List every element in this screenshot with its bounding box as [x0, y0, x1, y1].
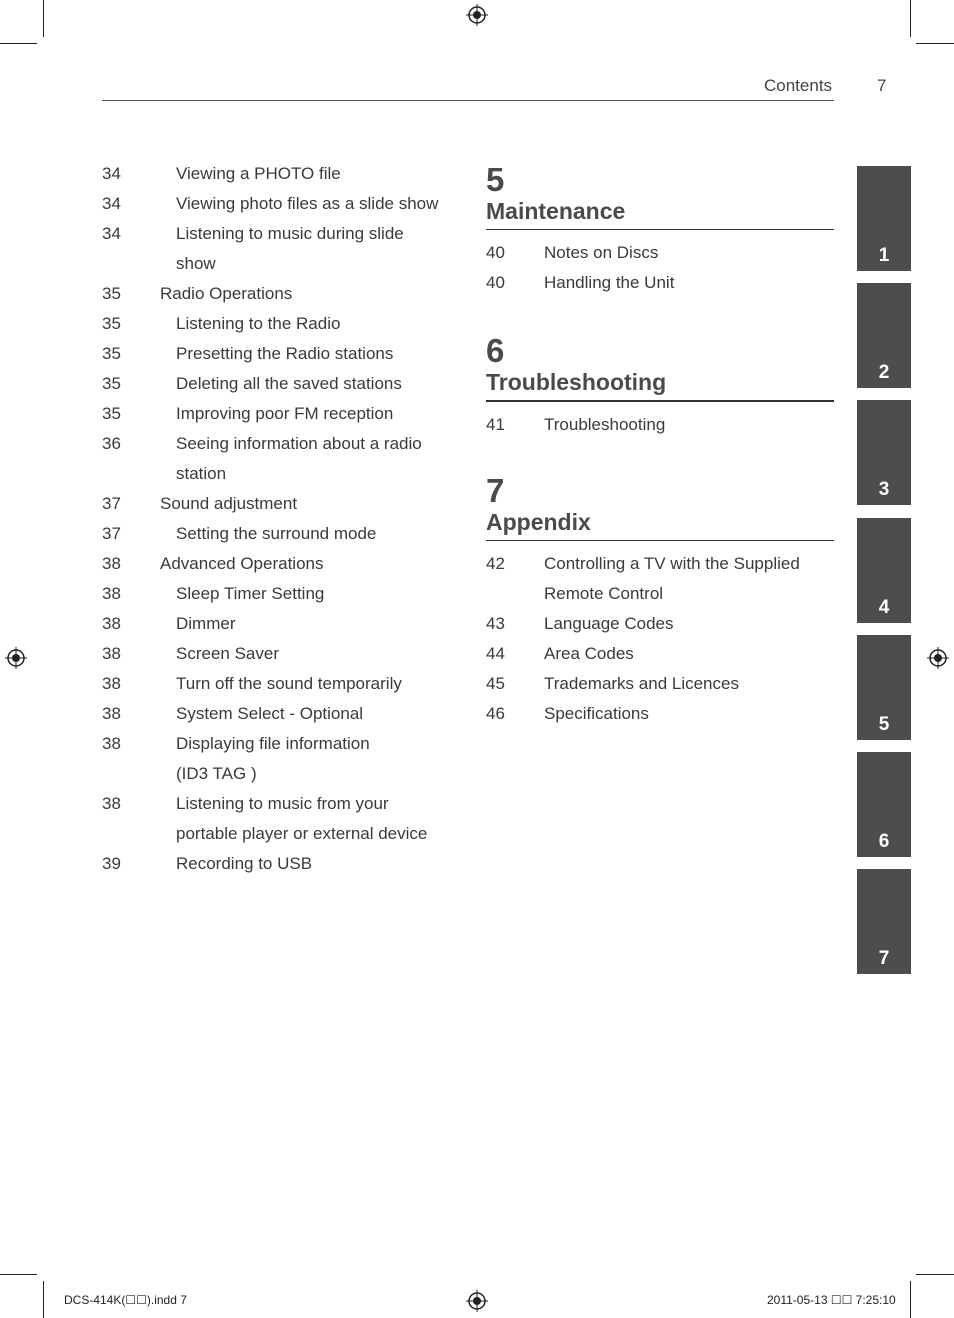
- section-entries: [486, 549, 834, 729]
- toc-page-number: 36: [102, 434, 121, 453]
- toc-entry-title: Radio Operations: [160, 284, 293, 303]
- chapter-tab-label: 3: [878, 479, 890, 500]
- toc-page-number: 35: [102, 314, 121, 333]
- crop-mark: [43, 1281, 44, 1318]
- toc-entry[interactable]: [102, 609, 452, 639]
- crop-mark: [910, 1281, 911, 1318]
- toc-entry[interactable]: [102, 789, 452, 819]
- toc-entry-title: station: [176, 464, 227, 483]
- chapter-tab-7[interactable]: [857, 869, 911, 974]
- toc-page-number: 38: [102, 734, 121, 753]
- toc-section-5: [486, 161, 834, 298]
- toc-entry[interactable]: [486, 639, 834, 669]
- registration-mark-icon: [5, 647, 27, 669]
- toc-entry-title: Sleep Timer Setting: [176, 584, 325, 603]
- toc-entry[interactable]: [102, 279, 452, 309]
- toc-entry[interactable]: [102, 369, 452, 399]
- toc-page-number: 41: [486, 415, 505, 434]
- crop-mark: [916, 43, 954, 44]
- toc-entry-title: Troubleshooting: [544, 415, 666, 434]
- toc-entry-title: System Select - Optional: [176, 704, 364, 723]
- toc-entry-title: Notes on Discs: [544, 243, 659, 262]
- toc-entry-title: Viewing photo files as a slide show: [176, 194, 439, 213]
- toc-entry[interactable]: [486, 549, 834, 579]
- crop-mark: [916, 1274, 954, 1275]
- toc-page-number: 38: [102, 704, 121, 723]
- toc-entry[interactable]: [486, 579, 834, 609]
- section-divider: [486, 540, 834, 541]
- toc-entry-title: Sound adjustment: [160, 494, 298, 513]
- chapter-tab-6[interactable]: [857, 752, 911, 857]
- toc-entry[interactable]: [486, 669, 834, 699]
- registration-mark-icon: [927, 647, 949, 669]
- section-number: 7: [486, 472, 505, 509]
- toc-page-number: 35: [102, 404, 121, 423]
- toc-entry-title: Listening to the Radio: [176, 314, 341, 333]
- toc-entry-title: Deleting all the saved stations: [176, 374, 402, 393]
- toc-section-6: [486, 332, 834, 440]
- toc-page-number: 35: [102, 284, 121, 303]
- section-entries: [486, 238, 834, 298]
- toc-page-number: 38: [102, 614, 121, 633]
- section-number: 5: [486, 161, 505, 198]
- toc-entry[interactable]: [102, 189, 452, 219]
- page-header-title: Contents: [764, 76, 833, 95]
- toc-page-number: 35: [102, 344, 121, 363]
- toc-entry-title: Specifications: [544, 704, 649, 723]
- chapter-tab-label: 1: [878, 245, 890, 266]
- toc-entry[interactable]: [102, 339, 452, 369]
- toc-entry-title: Setting the surround mode: [176, 524, 377, 543]
- toc-entry[interactable]: [102, 429, 452, 459]
- toc-entry-title: Displaying file information: [176, 734, 370, 753]
- toc-entry-title: Remote Control: [544, 584, 664, 603]
- toc-entry-title: Language Codes: [544, 614, 674, 633]
- toc-entry-title: Advanced Operations: [160, 554, 324, 573]
- toc-entry-title: Viewing a PHOTO file: [176, 164, 341, 183]
- section-entries: [486, 410, 834, 440]
- toc-page-number: 34: [102, 164, 121, 183]
- toc-entry[interactable]: [486, 238, 834, 268]
- chapter-tab-2[interactable]: [857, 283, 911, 388]
- toc-entry[interactable]: [102, 549, 452, 579]
- print-slug-file: DCS-414K(☐☐).indd 7: [64, 1293, 187, 1307]
- toc-page-number: 35: [102, 374, 121, 393]
- toc-entry-title: Presetting the Radio stations: [176, 344, 394, 363]
- crop-mark: [43, 0, 44, 37]
- toc-page-number: 37: [102, 524, 121, 543]
- toc-page-number: 45: [486, 674, 505, 693]
- chapter-tab-5[interactable]: [857, 635, 911, 740]
- toc-entry[interactable]: [102, 639, 452, 669]
- toc-page-number: 39: [102, 854, 121, 873]
- toc-entry-title: (ID3 TAG ): [176, 764, 257, 783]
- toc-page-number: 38: [102, 584, 121, 603]
- section-divider: [486, 400, 834, 402]
- toc-page-number: 44: [486, 644, 505, 663]
- toc-entry[interactable]: [486, 410, 834, 440]
- chapter-tab-label: 6: [878, 831, 890, 852]
- toc-entry[interactable]: [102, 399, 452, 429]
- toc-page-number: 37: [102, 494, 121, 513]
- toc-page-number: 34: [102, 224, 121, 243]
- toc-entry-title: Improving poor FM reception: [176, 404, 394, 423]
- registration-mark-icon: [466, 4, 488, 26]
- toc-entry[interactable]: [486, 699, 834, 729]
- toc-entry-title: show: [176, 254, 216, 273]
- toc-entry[interactable]: [102, 579, 452, 609]
- toc-entry[interactable]: [102, 819, 452, 849]
- toc-page-number: 40: [486, 273, 505, 292]
- toc-entry-title: Dimmer: [176, 614, 236, 633]
- chapter-tab-1[interactable]: [857, 166, 911, 271]
- toc-entry[interactable]: [102, 159, 452, 189]
- toc-entry[interactable]: [102, 699, 452, 729]
- toc-entry[interactable]: [102, 249, 452, 279]
- toc-page-number: 43: [486, 614, 505, 633]
- chapter-tab-3[interactable]: [857, 400, 911, 505]
- toc-entry[interactable]: [102, 219, 452, 249]
- page-number: 7: [877, 76, 887, 95]
- crop-mark: [910, 0, 911, 37]
- section-number: 6: [486, 332, 505, 369]
- toc-entry-title: Recording to USB: [176, 854, 313, 873]
- chapter-tab-label: 2: [878, 362, 890, 383]
- toc-page-number: 34: [102, 194, 121, 213]
- toc-entry-title: Seeing information about a radio: [176, 434, 422, 453]
- print-slug-date: 2011-05-13 ☐☐ 7:25:10: [767, 1293, 896, 1307]
- toc-entry[interactable]: [102, 759, 452, 789]
- toc-page-number: 38: [102, 554, 121, 573]
- registration-mark-icon: [466, 1290, 488, 1312]
- toc-entry-title: Area Codes: [544, 644, 634, 663]
- section-title: Troubleshooting: [486, 369, 667, 395]
- toc-entry[interactable]: [102, 849, 452, 879]
- toc-entry[interactable]: [102, 459, 452, 489]
- toc-entry[interactable]: [102, 729, 452, 759]
- toc-page-number: 46: [486, 704, 505, 723]
- toc-entry[interactable]: [102, 489, 452, 519]
- toc-entry[interactable]: [102, 669, 452, 699]
- toc-page-number: 42: [486, 554, 505, 573]
- toc-entry-title: portable player or external device: [176, 824, 428, 843]
- toc-entry[interactable]: [102, 309, 452, 339]
- toc-entry-title: Handling the Unit: [544, 273, 675, 292]
- toc-entry-title: Trademarks and Licences: [544, 674, 739, 693]
- crop-mark: [0, 1274, 37, 1275]
- crop-mark: [0, 43, 37, 44]
- chapter-tab-label: 7: [878, 948, 890, 969]
- toc-page-number: 38: [102, 644, 121, 663]
- toc-page-number: 38: [102, 674, 121, 693]
- toc-entry-title: Screen Saver: [176, 644, 279, 663]
- section-title: Maintenance: [486, 198, 626, 224]
- toc-entry[interactable]: [486, 609, 834, 639]
- toc-entry[interactable]: [102, 519, 452, 549]
- toc-left-column: [102, 159, 452, 879]
- toc-page-number: 38: [102, 794, 121, 813]
- toc-entry-title: Listening to music during slide: [176, 224, 404, 243]
- toc-entry-title: Controlling a TV with the Supplied: [544, 554, 800, 573]
- section-title: Appendix: [486, 509, 591, 535]
- toc-section-7: [486, 472, 834, 729]
- toc-entry-title: Turn off the sound temporarily: [176, 674, 402, 693]
- toc-entry[interactable]: [486, 268, 834, 298]
- toc-page-number: 40: [486, 243, 505, 262]
- chapter-tab-label: 5: [878, 714, 890, 735]
- chapter-tab-4[interactable]: [857, 518, 911, 623]
- chapter-tab-label: 4: [878, 597, 890, 618]
- header-divider: [102, 100, 834, 101]
- section-divider: [486, 229, 834, 230]
- toc-entry-title: Listening to music from your: [176, 794, 389, 813]
